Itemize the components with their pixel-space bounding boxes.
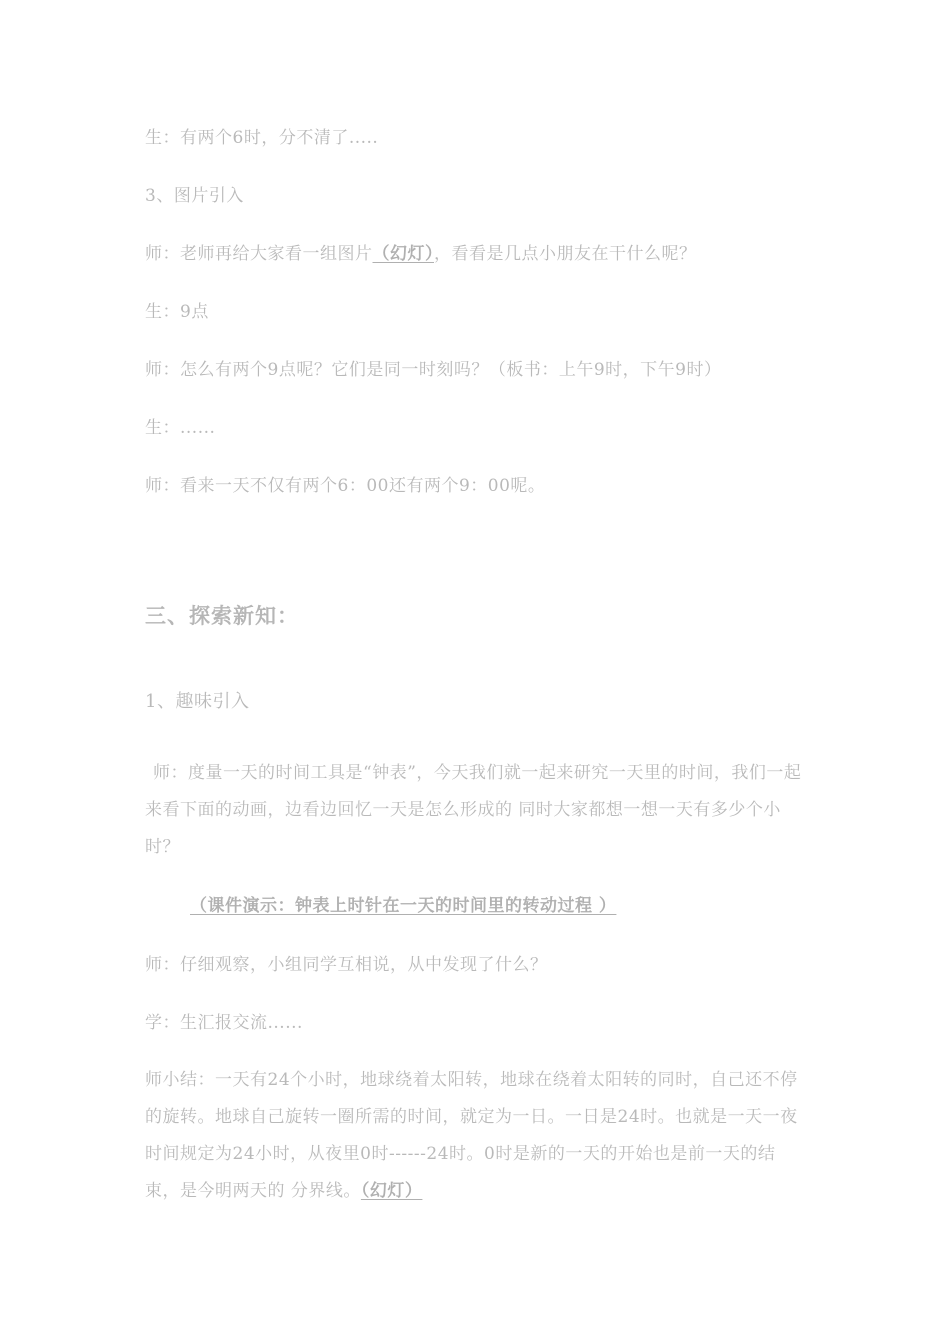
slide-reference: （幻灯） (372, 244, 434, 264)
dialogue-line-student-3: 生：...... (145, 418, 216, 438)
text-segment: ，看看是几点小朋友在干什么呢？ (434, 244, 697, 264)
courseware-demo-note: （课件演示：钟表上时针在一天的时间里的转动过程 ） (190, 896, 617, 916)
summary-text: 师小结：一天有24个小时，地球绕着太阳转，地球在绕着太阳转的同时，自己还不停的旋转。地球自己旋转一圈所需的时间，就定为一日。一日是24时。也就是一天一夜时间规定为24小时，从夜里0时------24时。0时是新的一天的开始也是前一天的结束，是今明两天的 分界线。 (145, 1070, 798, 1201)
dialogue-line-teacher-3: 师：看来一天不仅有两个6：00还有两个9：00呢。 (145, 476, 546, 496)
paragraph-teacher-summary (145, 1062, 807, 1210)
text-segment: 师：老师再给大家看一组图片 (145, 244, 373, 264)
dialogue-line-teacher-1 (145, 244, 697, 264)
dialogue-line-students-report: 学：生汇报交流...... (145, 1013, 303, 1033)
subheading-fun-intro: 1、趣味引入 (145, 691, 250, 712)
dialogue-line-teacher-4: 师：仔细观察，小组同学互相说，从中发现了什么？ (145, 955, 548, 975)
paragraph-teacher-intro: 师：度量一天的时间工具是“钟表”，今天我们就一起来研究一天里的时间，我们一起来看下面的动画，边看边回忆一天是怎么形成的 同时大家都想一想一天有多少个小时？ (145, 763, 802, 857)
dialogue-line-teacher-2: 师：怎么有两个9点呢？它们是同一时刻吗？（板书：上午9时，下午9时） (145, 360, 722, 380)
subheading-picture-intro: 3、图片引入 (145, 186, 244, 206)
slide-reference: （幻灯） (360, 1181, 423, 1201)
dialogue-line-student-1: 生：有两个6时，分不清了..... (145, 128, 379, 148)
dialogue-line-student-2: 生：9点 (145, 302, 209, 322)
section-heading: 三、探索新知： (145, 603, 299, 628)
